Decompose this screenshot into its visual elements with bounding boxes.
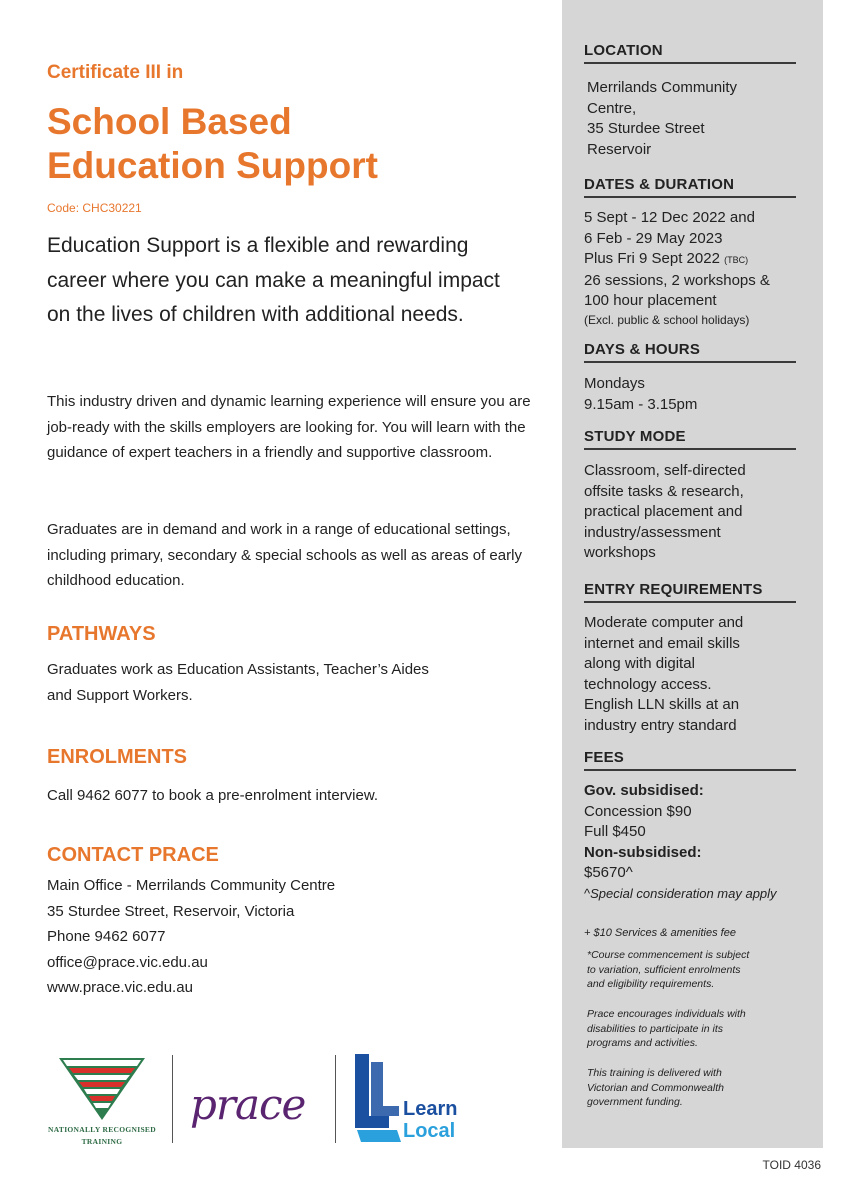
contact-heading: CONTACT PRACE <box>47 844 219 866</box>
dates-line: 6 Feb - 29 May 2023 <box>584 229 723 247</box>
logo-divider <box>172 1055 173 1143</box>
location-line: Merrilands Community <box>587 79 738 96</box>
course-info-panel <box>562 0 823 1148</box>
pathways-text <box>47 657 507 708</box>
learn-local-logo <box>353 1054 493 1146</box>
nrt-triangle-icon <box>47 1054 157 1124</box>
pathways-text-line1: Graduates work as Education Assistants, Teacher’s Aides <box>47 661 429 678</box>
full-fee: Full $450 <box>584 823 646 841</box>
study-mode-heading: STUDY MODE <box>584 428 796 450</box>
funding-note: This training is delivered with Victorian and Commonwealth government funding. <box>587 1067 724 1109</box>
learn-word: Learn <box>403 1098 458 1120</box>
gov-subsidised-label: Gov. subsidised: <box>584 782 704 799</box>
entry-requirements-heading: ENTRY REQUIREMENTS <box>584 581 796 603</box>
prace-logo <box>190 1080 320 1140</box>
contact-office: Main Office - Merrilands Community Centre <box>47 877 336 894</box>
concession-fee: Concession $90 <box>584 802 692 820</box>
location-line: Reservoir <box>587 140 652 158</box>
description-paragraph-1: This industry driven and dynamic learning experience will ensure you are job-ready with the skills employers are looking for. You will learn with the guidance of expert teachers in a friendly and supportive classroom. <box>47 393 531 462</box>
contact-email-link[interactable]: office@prace.vic.edu.au <box>47 953 208 971</box>
enrolments-heading: ENROLMENTS <box>47 746 187 768</box>
study-line: offsite tasks & research, <box>584 482 744 500</box>
contact-address: 35 Sturdee Street, Reservoir, Victoria <box>47 902 295 920</box>
location-line: 35 Sturdee Street <box>587 120 705 138</box>
location-line: Centre, <box>587 99 637 117</box>
contact-phone[interactable]: Phone 9462 6077 <box>47 928 166 946</box>
course-title-line1: School Based <box>47 101 292 142</box>
study-line: workshops <box>584 544 656 562</box>
disabilities-note: Prace encourages individuals with disabilities to participate in its programs and activities. <box>587 1008 746 1050</box>
days-line: Mondays <box>584 375 645 392</box>
learn-local-wordmark <box>403 1098 457 1142</box>
hours-line: 9.15am - 3.15pm <box>584 395 698 413</box>
logo-divider <box>335 1055 336 1143</box>
dates-note: (Excl. public & school holidays) <box>584 312 750 327</box>
days-heading: DAYS & HOURS <box>584 341 796 363</box>
tbc-tag: (TBC) <box>724 255 749 266</box>
entry-line: Moderate computer and <box>584 614 744 631</box>
days-text <box>584 374 809 415</box>
entry-line: industry entry standard <box>584 716 737 734</box>
dates-line: 26 sessions, 2 workshops & <box>584 271 770 289</box>
pathways-text-line2: and Support Workers. <box>47 686 193 704</box>
special-consideration: ^Special consideration may apply <box>584 885 777 901</box>
course-title-line2: Education Support <box>47 145 378 186</box>
contact-website-link[interactable]: www.prace.vic.edu.au <box>47 979 193 997</box>
toid-label: TOID 4036 <box>762 1158 821 1172</box>
local-word: Local <box>403 1120 456 1142</box>
commencement-note: *Course commencement is subject to variation, sufficient enrolments and eligibility requirements. <box>587 949 750 991</box>
enrolments-text: Call 9462 6077 to book a pre-enrolment interview. <box>47 787 379 804</box>
contact-details <box>47 873 335 1001</box>
nrt-caption-line1: NATIONALLY RECOGNISED <box>48 1125 156 1134</box>
certificate-label: Certificate III in <box>47 62 184 83</box>
fees-heading: FEES <box>584 749 796 771</box>
entry-line: along with digital <box>584 655 695 673</box>
learn-local-icon <box>353 1054 403 1144</box>
entry-line: technology access. <box>584 675 712 693</box>
dates-text <box>584 208 809 329</box>
prace-wordmark: prace <box>190 1080 306 1129</box>
course-code: Code: CHC30221 <box>47 201 142 215</box>
fees-text <box>584 781 809 904</box>
logo-strip <box>47 1050 497 1150</box>
study-line: Classroom, self-directed <box>584 462 746 479</box>
pathways-heading: PATHWAYS <box>47 623 156 645</box>
dates-heading: DATES & DURATION <box>584 176 796 198</box>
nrt-caption <box>47 1124 157 1148</box>
intro-paragraph: Education Support is a flexible and rewarding career where you can make a meaningful impact on the lives of children with additional needs. <box>47 234 500 326</box>
location-text <box>587 78 812 160</box>
non-subsidised-label: Non-subsidised: <box>584 843 702 861</box>
study-line: practical placement and <box>584 503 743 521</box>
entry-requirements-text <box>584 613 809 737</box>
nationally-recognised-training-logo <box>47 1054 157 1146</box>
dates-line: 100 hour placement <box>584 292 717 310</box>
entry-line: English LLN skills at an <box>584 696 740 714</box>
study-mode-text <box>584 461 809 564</box>
nrt-caption-line2: TRAINING <box>81 1137 123 1146</box>
description-paragraph-2: Graduates are in demand and work in a range of educational settings, including primary, secondary & special schools as well as areas of early childhood education. <box>47 521 522 590</box>
study-line: industry/assessment <box>584 523 721 541</box>
entry-line: internet and email skills <box>584 634 740 652</box>
location-heading: LOCATION <box>584 42 796 64</box>
dates-line: Plus Fri 9 Sept 2022 (TBC) <box>584 250 749 268</box>
dates-line: 5 Sept - 12 Dec 2022 and <box>584 209 755 226</box>
non-subsidised-fee: $5670^ <box>584 864 633 882</box>
course-title <box>47 100 378 188</box>
services-fee-note: + $10 Services & amenities fee <box>584 927 736 939</box>
